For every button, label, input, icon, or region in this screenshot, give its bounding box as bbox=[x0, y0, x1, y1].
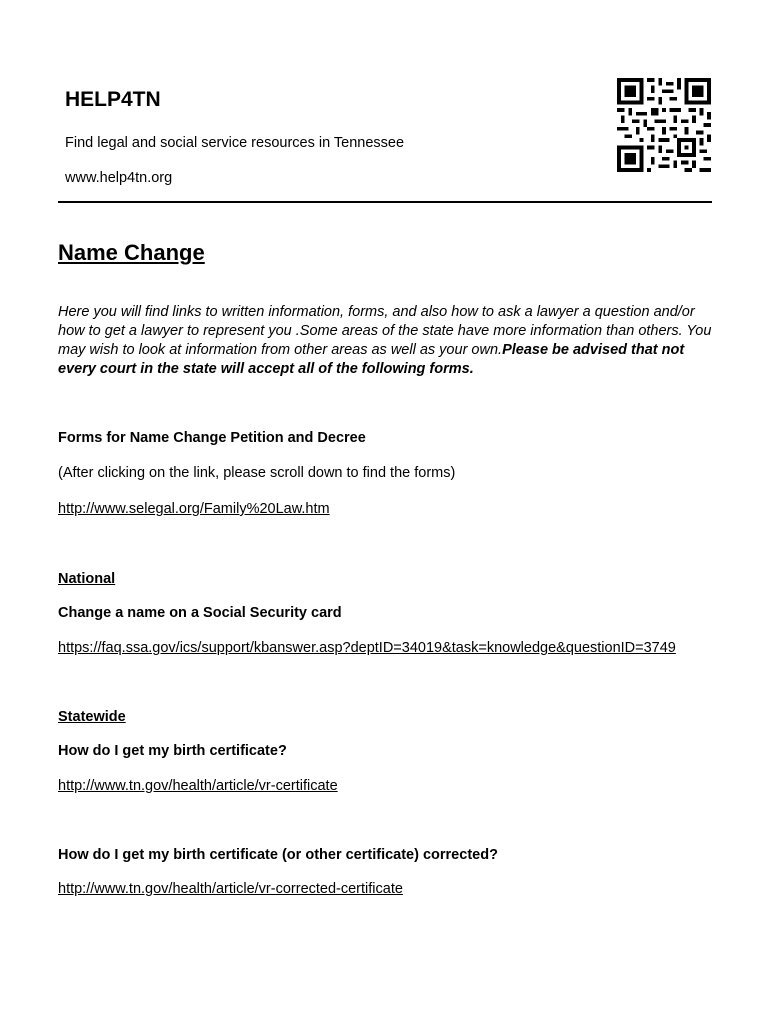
brand-tagline: Find legal and social service resources in Tennessee bbox=[65, 135, 405, 151]
header-divider bbox=[58, 201, 712, 203]
birth-certificate-heading: How do I get my birth certificate? bbox=[58, 743, 287, 759]
certificate-correction-link[interactable]: http://www.tn.gov/health/article/vr-corrected-certificate bbox=[58, 881, 403, 897]
statewide-label: Statewide bbox=[58, 709, 126, 725]
forms-note: (After clicking on the link, please scroll down to find the forms) bbox=[58, 465, 456, 481]
brand-website: www.help4tn.org bbox=[65, 170, 173, 186]
forms-heading: Forms for Name Change Petition and Decree bbox=[58, 430, 366, 446]
national-link[interactable]: https://faq.ssa.gov/ics/support/kbanswer.asp?deptID=34019&task=knowledge&questionID=3749 bbox=[58, 640, 676, 656]
intro-text: Here you will find links to written information, forms, and also how to ask a lawyer a question and/or how to get a lawyer to represent you .Some areas of the state have more information than others. You may wish to look at information from other areas as well as your own. bbox=[58, 304, 712, 358]
qr-code-icon bbox=[617, 78, 711, 172]
birth-certificate-link[interactable]: http://www.tn.gov/health/article/vr-certificate bbox=[58, 778, 338, 794]
forms-link[interactable]: http://www.selegal.org/Family%20Law.htm bbox=[58, 501, 330, 517]
intro-warning: Please be advised that not every court in the state will accept all of the following forms. bbox=[58, 342, 685, 377]
national-label: National bbox=[58, 571, 116, 587]
certificate-correction-heading: How do I get my birth certificate (or other certificate) corrected? bbox=[58, 847, 498, 863]
intro-paragraph bbox=[58, 303, 718, 379]
brand-title: HELP4TN bbox=[65, 88, 161, 111]
national-heading: Change a name on a Social Security card bbox=[58, 605, 342, 621]
page-title: Name Change bbox=[58, 240, 205, 265]
